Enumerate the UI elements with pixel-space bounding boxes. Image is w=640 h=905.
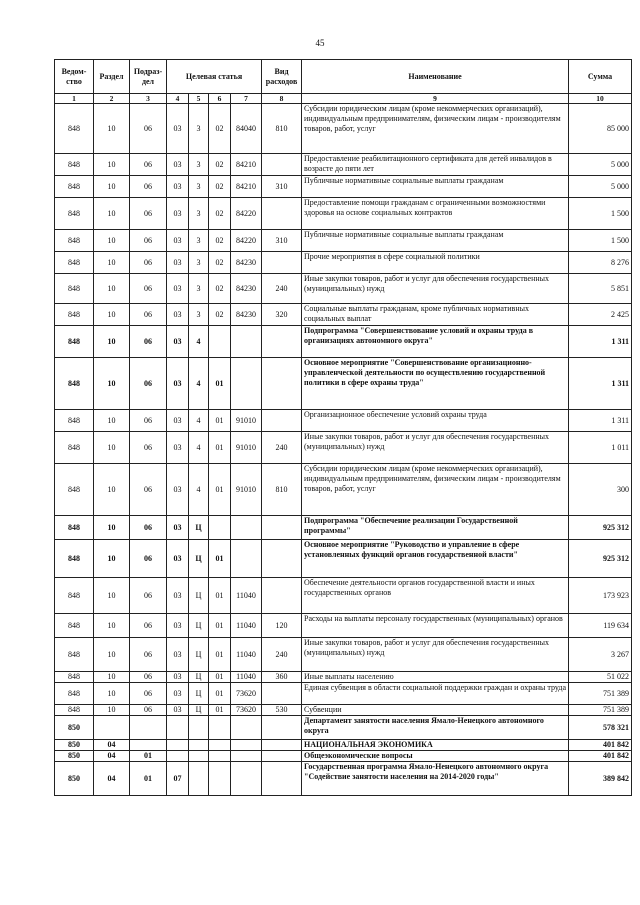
target-article-program-cell: 03 <box>167 358 189 410</box>
target-article-direction-cell <box>231 762 262 796</box>
target-article-event-cell <box>209 740 231 751</box>
item-name-cell: НАЦИОНАЛЬНАЯ ЭКОНОМИКА <box>302 740 569 751</box>
target-article-program-cell: 03 <box>167 578 189 614</box>
department-cell: 848 <box>55 154 94 176</box>
section-cell: 10 <box>94 198 130 230</box>
item-name-cell: Иные закупки товаров, работ и услуг для обеспечения государственных (муниципальных) нужд <box>302 274 569 304</box>
table-row <box>55 326 632 358</box>
expense-type-cell <box>262 540 302 578</box>
target-article-direction-cell: 84210 <box>231 176 262 198</box>
target-article-subprogram-cell: Ц <box>189 578 209 614</box>
target-article-event-cell <box>209 762 231 796</box>
expense-type-cell <box>262 198 302 230</box>
item-name-cell: Организационное обеспечение условий охраны труда <box>302 410 569 432</box>
target-article-event-cell: 01 <box>209 464 231 516</box>
amount-cell: 1 311 <box>569 410 632 432</box>
target-article-direction-cell: 84220 <box>231 198 262 230</box>
target-article-direction-cell <box>231 358 262 410</box>
target-article-program-cell: 03 <box>167 154 189 176</box>
amount-cell: 85 000 <box>569 104 632 154</box>
section-cell: 10 <box>94 578 130 614</box>
target-article-subprogram-cell: 3 <box>189 304 209 326</box>
table-row <box>55 410 632 432</box>
target-article-event-cell: 01 <box>209 638 231 672</box>
department-cell: 848 <box>55 705 94 716</box>
amount-cell: 5 851 <box>569 274 632 304</box>
target-article-subprogram-cell: 3 <box>189 274 209 304</box>
item-name-cell: Расходы на выплаты персоналу государственных (муниципальных) органов <box>302 614 569 638</box>
target-article-subprogram-cell: Ц <box>189 705 209 716</box>
amount-cell: 1 500 <box>569 198 632 230</box>
target-article-program-cell: 03 <box>167 672 189 683</box>
target-article-subprogram-cell <box>189 716 209 740</box>
section-cell: 10 <box>94 230 130 252</box>
target-article-event-cell: 02 <box>209 198 231 230</box>
target-article-direction-cell <box>231 540 262 578</box>
item-name-cell: Субвенции <box>302 705 569 716</box>
target-article-program-cell: 03 <box>167 516 189 540</box>
department-cell: 848 <box>55 410 94 432</box>
expense-type-cell: 310 <box>262 230 302 252</box>
target-article-subprogram-cell <box>189 740 209 751</box>
section-cell: 10 <box>94 672 130 683</box>
section-cell: 04 <box>94 751 130 762</box>
target-article-subprogram-cell: Ц <box>189 683 209 705</box>
subsection-cell: 01 <box>130 762 167 796</box>
target-article-direction-cell: 84040 <box>231 104 262 154</box>
header-row <box>55 60 632 94</box>
header-department: Ведом-ство <box>55 60 94 94</box>
section-cell: 10 <box>94 683 130 705</box>
target-article-direction-cell: 11040 <box>231 672 262 683</box>
target-article-subprogram-cell: Ц <box>189 614 209 638</box>
target-article-event-cell: 02 <box>209 230 231 252</box>
table-row <box>55 683 632 705</box>
subsection-cell: 06 <box>130 198 167 230</box>
department-cell: 848 <box>55 252 94 274</box>
amount-cell: 3 267 <box>569 638 632 672</box>
target-article-direction-cell <box>231 751 262 762</box>
amount-cell: 119 634 <box>569 614 632 638</box>
target-article-direction-cell: 84230 <box>231 252 262 274</box>
amount-cell: 751 389 <box>569 683 632 705</box>
column-number: 5 <box>189 94 209 104</box>
subsection-cell: 06 <box>130 672 167 683</box>
target-article-direction-cell: 11040 <box>231 638 262 672</box>
amount-cell: 401 842 <box>569 751 632 762</box>
department-cell: 848 <box>55 540 94 578</box>
department-cell: 848 <box>55 198 94 230</box>
table-row <box>55 716 632 740</box>
table-body <box>55 104 632 796</box>
target-article-direction-cell: 84210 <box>231 154 262 176</box>
subsection-cell: 06 <box>130 230 167 252</box>
table-row <box>55 540 632 578</box>
target-article-program-cell <box>167 751 189 762</box>
section-cell: 10 <box>94 176 130 198</box>
target-article-subprogram-cell: 3 <box>189 176 209 198</box>
subsection-cell: 06 <box>130 516 167 540</box>
item-name-cell: Иные закупки товаров, работ и услуг для обеспечения государственных (муниципальных) нужд <box>302 638 569 672</box>
expense-type-cell: 360 <box>262 672 302 683</box>
target-article-event-cell: 01 <box>209 358 231 410</box>
expense-type-cell: 310 <box>262 176 302 198</box>
table-row <box>55 638 632 672</box>
target-article-program-cell: 03 <box>167 274 189 304</box>
section-cell: 10 <box>94 432 130 464</box>
subsection-cell: 06 <box>130 705 167 716</box>
target-article-event-cell: 01 <box>209 614 231 638</box>
section-cell: 10 <box>94 252 130 274</box>
item-name-cell: Субсидии юридическим лицам (кроме некоммерческих организаций), индивидуальным предпринимателям, физическим лицам - производителям товаров, работ, услуг <box>302 464 569 516</box>
target-article-program-cell: 03 <box>167 410 189 432</box>
item-name-cell: Иные закупки товаров, работ и услуг для обеспечения государственных (муниципальных) нужд <box>302 432 569 464</box>
target-article-program-cell: 03 <box>167 104 189 154</box>
target-article-subprogram-cell: 3 <box>189 198 209 230</box>
budget-table <box>54 59 632 796</box>
item-name-cell: Департамент занятости населения Ямало-Ненецкого автономного округа <box>302 716 569 740</box>
target-article-event-cell <box>209 326 231 358</box>
header-name: Наименование <box>302 60 569 94</box>
subsection-cell: 06 <box>130 358 167 410</box>
expense-type-cell <box>262 683 302 705</box>
subsection-cell: 06 <box>130 614 167 638</box>
section-cell: 04 <box>94 762 130 796</box>
target-article-direction-cell: 91010 <box>231 410 262 432</box>
section-cell: 10 <box>94 304 130 326</box>
amount-cell: 1 500 <box>569 230 632 252</box>
subsection-cell: 06 <box>130 274 167 304</box>
target-article-program-cell: 03 <box>167 464 189 516</box>
item-name-cell: Социальные выплаты гражданам, кроме публичных нормативных социальных выплат <box>302 304 569 326</box>
table-row <box>55 516 632 540</box>
header-sum: Сумма <box>569 60 632 94</box>
header-target-article: Целевая статья <box>167 60 262 94</box>
department-cell: 850 <box>55 751 94 762</box>
table-row <box>55 154 632 176</box>
target-article-subprogram-cell: 4 <box>189 464 209 516</box>
item-name-cell: Публичные нормативные социальные выплаты гражданам <box>302 230 569 252</box>
subsection-cell: 06 <box>130 683 167 705</box>
amount-cell: 173 923 <box>569 578 632 614</box>
target-article-event-cell <box>209 716 231 740</box>
target-article-event-cell: 01 <box>209 540 231 578</box>
amount-cell: 51 022 <box>569 672 632 683</box>
target-article-direction-cell: 73620 <box>231 683 262 705</box>
target-article-subprogram-cell: 3 <box>189 104 209 154</box>
target-article-subprogram-cell: 3 <box>189 154 209 176</box>
header-expense-type: Вид расходов <box>262 60 302 94</box>
expense-type-cell <box>262 410 302 432</box>
table-row <box>55 751 632 762</box>
section-cell: 10 <box>94 540 130 578</box>
subsection-cell: 06 <box>130 464 167 516</box>
target-article-direction-cell: 73620 <box>231 705 262 716</box>
subsection-cell <box>130 716 167 740</box>
table-row <box>55 740 632 751</box>
section-cell: 10 <box>94 358 130 410</box>
expense-type-cell <box>262 762 302 796</box>
item-name-cell: Основное мероприятие "Руководство и управление в сфере установленных функций органов государственной власти" <box>302 540 569 578</box>
target-article-event-cell: 02 <box>209 252 231 274</box>
subsection-cell: 06 <box>130 154 167 176</box>
table-row <box>55 672 632 683</box>
target-article-direction-cell <box>231 740 262 751</box>
department-cell: 848 <box>55 516 94 540</box>
target-article-program-cell: 03 <box>167 198 189 230</box>
target-article-direction-cell <box>231 716 262 740</box>
target-article-program-cell: 03 <box>167 540 189 578</box>
target-article-event-cell: 02 <box>209 154 231 176</box>
target-article-subprogram-cell: 3 <box>189 230 209 252</box>
column-number: 3 <box>130 94 167 104</box>
section-cell: 10 <box>94 326 130 358</box>
section-cell: 10 <box>94 638 130 672</box>
target-article-subprogram-cell: Ц <box>189 672 209 683</box>
header-subsection: Подраз-дел <box>130 60 167 94</box>
target-article-direction-cell: 11040 <box>231 578 262 614</box>
department-cell: 848 <box>55 326 94 358</box>
column-number-row <box>55 94 632 104</box>
department-cell: 848 <box>55 230 94 252</box>
target-article-event-cell: 02 <box>209 176 231 198</box>
page-number: 45 <box>315 38 325 48</box>
department-cell: 850 <box>55 716 94 740</box>
subsection-cell <box>130 740 167 751</box>
amount-cell: 401 842 <box>569 740 632 751</box>
column-number: 4 <box>167 94 189 104</box>
section-cell: 10 <box>94 104 130 154</box>
expense-type-cell <box>262 716 302 740</box>
table-row <box>55 578 632 614</box>
target-article-program-cell: 07 <box>167 762 189 796</box>
department-cell: 848 <box>55 304 94 326</box>
target-article-program-cell: 03 <box>167 326 189 358</box>
table-row <box>55 198 632 230</box>
section-cell <box>94 716 130 740</box>
subsection-cell: 06 <box>130 578 167 614</box>
subsection-cell: 06 <box>130 638 167 672</box>
target-article-subprogram-cell: 4 <box>189 358 209 410</box>
expense-type-cell: 530 <box>262 705 302 716</box>
amount-cell: 751 389 <box>569 705 632 716</box>
section-cell: 10 <box>94 464 130 516</box>
section-cell: 10 <box>94 705 130 716</box>
item-name-cell: Прочие мероприятия в сфере социальной политики <box>302 252 569 274</box>
target-article-program-cell <box>167 716 189 740</box>
target-article-event-cell <box>209 516 231 540</box>
target-article-program-cell: 03 <box>167 705 189 716</box>
amount-cell: 578 321 <box>569 716 632 740</box>
header-section: Раздел <box>94 60 130 94</box>
column-number: 7 <box>231 94 262 104</box>
column-number: 6 <box>209 94 231 104</box>
amount-cell: 1 011 <box>569 432 632 464</box>
department-cell: 848 <box>55 578 94 614</box>
table-row <box>55 464 632 516</box>
expense-type-cell <box>262 358 302 410</box>
item-name-cell: Основное мероприятие "Совершенствование организационно-управленческой деятельности по осуществлению государственной политики в сфере охраны труда" <box>302 358 569 410</box>
column-number: 8 <box>262 94 302 104</box>
item-name-cell: Единая субвенция в области социальной поддержки граждан и охраны труда <box>302 683 569 705</box>
amount-cell: 1 311 <box>569 326 632 358</box>
department-cell: 848 <box>55 683 94 705</box>
expense-type-cell: 320 <box>262 304 302 326</box>
amount-cell: 300 <box>569 464 632 516</box>
target-article-program-cell: 03 <box>167 252 189 274</box>
target-article-subprogram-cell: Ц <box>189 638 209 672</box>
amount-cell: 925 312 <box>569 516 632 540</box>
section-cell: 10 <box>94 516 130 540</box>
subsection-cell: 06 <box>130 252 167 274</box>
target-article-program-cell: 03 <box>167 176 189 198</box>
department-cell: 848 <box>55 638 94 672</box>
target-article-program-cell: 03 <box>167 683 189 705</box>
target-article-subprogram-cell <box>189 762 209 796</box>
department-cell: 848 <box>55 432 94 464</box>
subsection-cell: 06 <box>130 176 167 198</box>
subsection-cell: 06 <box>130 432 167 464</box>
target-article-subprogram-cell: Ц <box>189 516 209 540</box>
section-cell: 10 <box>94 614 130 638</box>
section-cell: 10 <box>94 410 130 432</box>
expense-type-cell <box>262 326 302 358</box>
expense-type-cell <box>262 252 302 274</box>
target-article-direction-cell: 91010 <box>231 432 262 464</box>
table-row <box>55 104 632 154</box>
section-cell: 04 <box>94 740 130 751</box>
department-cell: 848 <box>55 274 94 304</box>
expense-type-cell <box>262 740 302 751</box>
expense-type-cell: 240 <box>262 274 302 304</box>
expense-type-cell: 240 <box>262 638 302 672</box>
section-cell: 10 <box>94 274 130 304</box>
subsection-cell: 06 <box>130 326 167 358</box>
subsection-cell: 06 <box>130 410 167 432</box>
column-number: 9 <box>302 94 569 104</box>
target-article-direction-cell: 84230 <box>231 274 262 304</box>
target-article-subprogram-cell: 4 <box>189 326 209 358</box>
section-cell: 10 <box>94 154 130 176</box>
target-article-event-cell: 01 <box>209 578 231 614</box>
target-article-direction-cell: 84220 <box>231 230 262 252</box>
department-cell: 848 <box>55 672 94 683</box>
subsection-cell: 06 <box>130 304 167 326</box>
department-cell: 848 <box>55 358 94 410</box>
department-cell: 848 <box>55 464 94 516</box>
item-name-cell: Подпрограмма "Обеспечение реализации Государственной программы" <box>302 516 569 540</box>
expense-type-cell <box>262 578 302 614</box>
item-name-cell: Подпрограмма "Совершенствование условий и охраны труда в организациях автономного округа" <box>302 326 569 358</box>
table-row <box>55 274 632 304</box>
expense-type-cell: 120 <box>262 614 302 638</box>
expense-type-cell <box>262 516 302 540</box>
table-row <box>55 304 632 326</box>
item-name-cell: Обеспечение деятельности органов государственной власти и иных государственных органов <box>302 578 569 614</box>
table-row <box>55 762 632 796</box>
expense-type-cell: 810 <box>262 464 302 516</box>
expense-type-cell <box>262 751 302 762</box>
department-cell: 848 <box>55 104 94 154</box>
target-article-event-cell <box>209 751 231 762</box>
column-number: 1 <box>55 94 94 104</box>
column-number: 10 <box>569 94 632 104</box>
department-cell: 850 <box>55 740 94 751</box>
target-article-direction-cell: 91010 <box>231 464 262 516</box>
subsection-cell: 06 <box>130 540 167 578</box>
target-article-program-cell: 03 <box>167 638 189 672</box>
target-article-direction-cell: 11040 <box>231 614 262 638</box>
item-name-cell: Предоставление помощи гражданам с ограниченными возможностями здоровья на основе социальных контрактов <box>302 198 569 230</box>
expense-type-cell: 240 <box>262 432 302 464</box>
amount-cell: 1 311 <box>569 358 632 410</box>
target-article-program-cell: 03 <box>167 304 189 326</box>
table-row <box>55 230 632 252</box>
target-article-subprogram-cell: Ц <box>189 540 209 578</box>
item-name-cell: Предоставление реабилитационного сертификата для детей инвалидов в возрасте до пяти лет <box>302 154 569 176</box>
amount-cell: 5 000 <box>569 176 632 198</box>
department-cell: 848 <box>55 614 94 638</box>
amount-cell: 2 425 <box>569 304 632 326</box>
target-article-program-cell <box>167 740 189 751</box>
item-name-cell: Государственная программа Ямало-Ненецкого автономного округа "Содействие занятости населения на 2014-2020 годы" <box>302 762 569 796</box>
amount-cell: 8 276 <box>569 252 632 274</box>
table-row <box>55 432 632 464</box>
target-article-event-cell: 01 <box>209 410 231 432</box>
table-row <box>55 176 632 198</box>
target-article-event-cell: 01 <box>209 705 231 716</box>
department-cell: 848 <box>55 176 94 198</box>
table-row <box>55 705 632 716</box>
table-row <box>55 252 632 274</box>
target-article-subprogram-cell: 3 <box>189 252 209 274</box>
target-article-event-cell: 02 <box>209 104 231 154</box>
subsection-cell: 06 <box>130 104 167 154</box>
department-cell: 850 <box>55 762 94 796</box>
target-article-direction-cell <box>231 326 262 358</box>
expense-type-cell <box>262 154 302 176</box>
amount-cell: 925 312 <box>569 540 632 578</box>
target-article-event-cell: 02 <box>209 304 231 326</box>
column-number: 2 <box>94 94 130 104</box>
target-article-program-cell: 03 <box>167 614 189 638</box>
target-article-subprogram-cell <box>189 751 209 762</box>
expense-type-cell: 810 <box>262 104 302 154</box>
target-article-event-cell: 02 <box>209 274 231 304</box>
item-name-cell: Публичные нормативные социальные выплаты гражданам <box>302 176 569 198</box>
target-article-event-cell: 01 <box>209 683 231 705</box>
target-article-program-cell: 03 <box>167 432 189 464</box>
item-name-cell: Субсидии юридическим лицам (кроме некоммерческих организаций), индивидуальным предпринимателям, физическим лицам - производителям товаров, работ, услуг <box>302 104 569 154</box>
item-name-cell: Общеэкономические вопросы <box>302 751 569 762</box>
target-article-event-cell: 01 <box>209 672 231 683</box>
table-row <box>55 614 632 638</box>
table-row <box>55 358 632 410</box>
target-article-subprogram-cell: 4 <box>189 432 209 464</box>
subsection-cell: 01 <box>130 751 167 762</box>
item-name-cell: Иные выплаты населению <box>302 672 569 683</box>
amount-cell: 389 842 <box>569 762 632 796</box>
target-article-event-cell: 01 <box>209 432 231 464</box>
target-article-program-cell: 03 <box>167 230 189 252</box>
target-article-subprogram-cell: 4 <box>189 410 209 432</box>
target-article-direction-cell <box>231 516 262 540</box>
amount-cell: 5 000 <box>569 154 632 176</box>
target-article-direction-cell: 84230 <box>231 304 262 326</box>
